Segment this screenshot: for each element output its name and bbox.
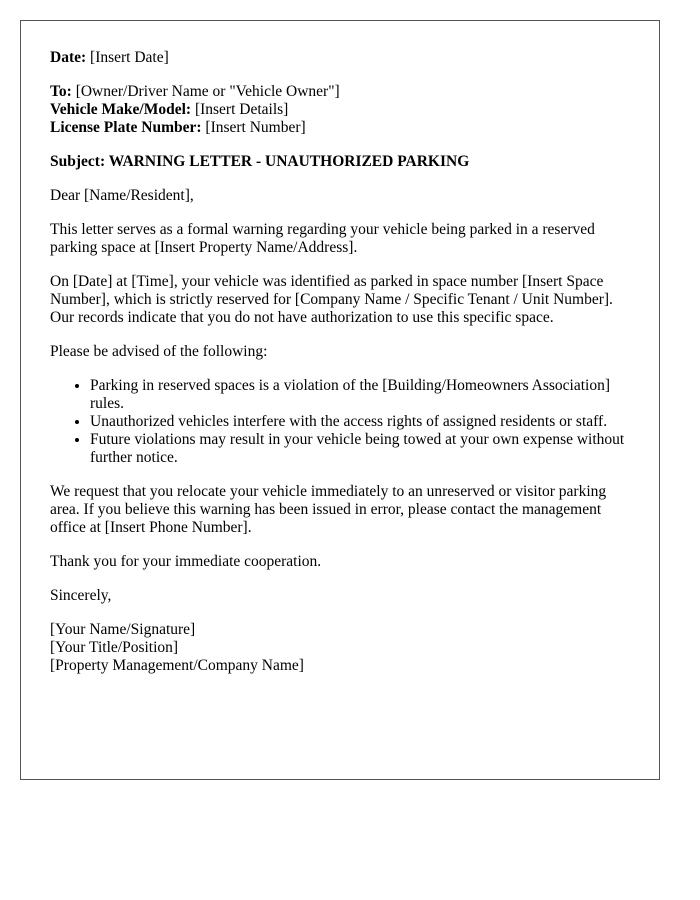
signature-name: [Your Name/Signature] bbox=[50, 621, 196, 638]
list-item: • Parking in reserved spaces is a violation of the [Building/Homeowners Association] rules. bbox=[90, 377, 631, 413]
signature-title: [Your Title/Position] bbox=[50, 639, 179, 656]
paragraph-incident: On [Date] at [Time], your vehicle was identified as parked in space number [Insert Space Number], which is strictly reserved for [Company Name / Specific Tenant / Unit Number]. Our records indicate that you do not have authorization to use this specific space. bbox=[50, 273, 613, 326]
greeting: Dear [Name/Resident], bbox=[50, 187, 194, 204]
plate-value: [Insert Number] bbox=[201, 119, 306, 136]
violation-list bbox=[50, 377, 631, 467]
list-item: • Future violations may result in your vehicle being towed at your own expense without further notice. bbox=[90, 431, 631, 467]
plate-label: License Plate Number: bbox=[50, 119, 202, 136]
paragraph-advice: Please be advised of the following: bbox=[50, 343, 268, 360]
to-value: [Owner/Driver Name or "Vehicle Owner"] bbox=[71, 83, 340, 100]
recipient-block bbox=[50, 83, 631, 137]
subject-line bbox=[50, 153, 631, 171]
vehicle-line bbox=[50, 101, 631, 119]
vehicle-label: Vehicle Make/Model: bbox=[50, 101, 192, 118]
paragraph-thanks: Thank you for your immediate cooperation. bbox=[50, 553, 322, 570]
warning-letter bbox=[20, 20, 660, 780]
date-line bbox=[50, 49, 631, 67]
to-line bbox=[50, 83, 631, 101]
vehicle-value: [Insert Details] bbox=[191, 101, 289, 118]
paragraph-request: We request that you relocate your vehicle immediately to an unreserved or visitor parking area. If you believe this warning has been issued in error, please contact the management office at [Insert Phone Number]. bbox=[50, 483, 607, 536]
plate-line bbox=[50, 119, 631, 137]
signature-company: [Property Management/Company Name] bbox=[50, 657, 304, 674]
paragraph-intro: This letter serves as a formal warning regarding your vehicle being parked in a reserved parking space at [Insert Property Name/Address]. bbox=[50, 221, 595, 256]
signoff: Sincerely, bbox=[50, 587, 112, 604]
date-label: Date: bbox=[50, 49, 87, 66]
list-item: • Unauthorized vehicles interfere with the access rights of assigned residents or staff. bbox=[90, 413, 631, 431]
subject-label: Subject: bbox=[50, 153, 106, 170]
date-value: [Insert Date] bbox=[86, 49, 169, 66]
signature-block bbox=[50, 621, 631, 675]
to-label: To: bbox=[50, 83, 72, 100]
subject-value: WARNING LETTER - UNAUTHORIZED PARKING bbox=[105, 153, 470, 170]
